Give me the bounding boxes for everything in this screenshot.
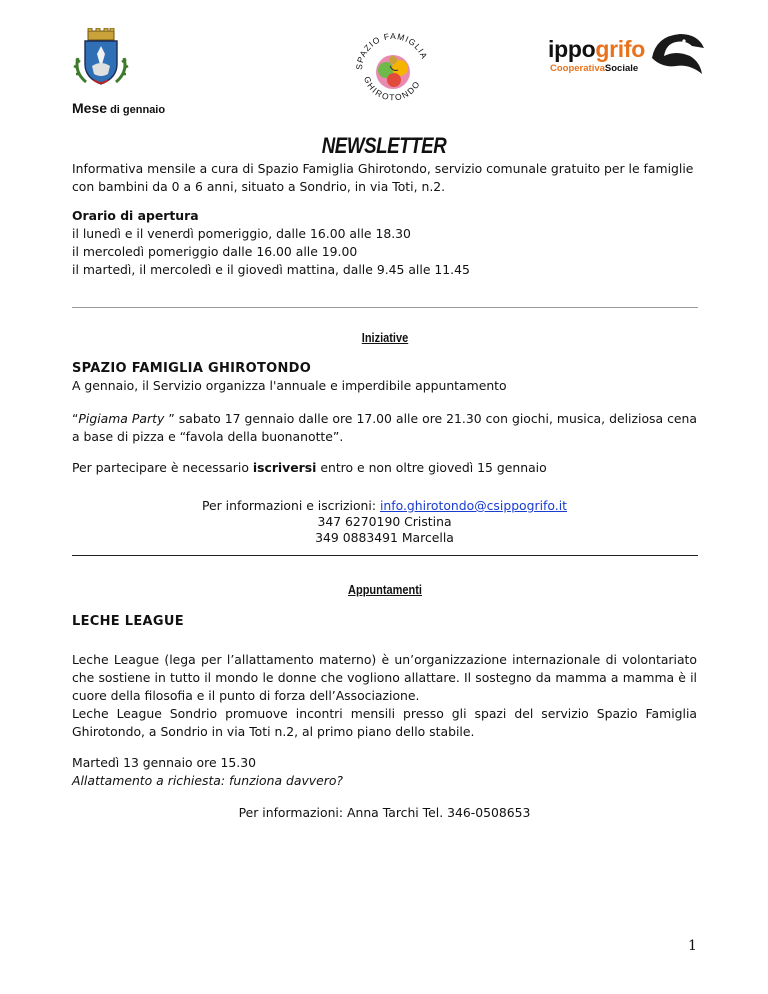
ippogrifo-word-b: grifo [595,36,645,62]
ippogrifo-sub-a: Cooperativa [550,63,605,74]
iniziative-paragraph: A gennaio, il Servizio organizza l'annuale e imperdibile appuntamento [72,378,507,393]
meeting-topic: Allattamento a richiesta: funziona davvero? [72,773,343,788]
intro-text: Informativa mensile a cura di Spazio Famiglia Ghirotondo, servizio comunale gratuito per le famiglie con bambini da 0 a 6 anni, situato a Sondrio, in via Toti, n.2. [72,161,694,194]
event-paragraph [72,410,697,446]
subheading-leche-league: LECHE LEAGUE [72,614,184,629]
page-number: 1 [688,938,697,954]
month-label [72,100,165,116]
event-open-quote: “ [72,411,79,426]
leche-paragraph: Leche League (lega per l’allattamento materno) è un’organizzazione internazionale di volontariato che sostiene in tutto il mondo le donne che vogliono allattare. Il sostegno da mamma a mamma è il cuore della filosofia e il punto di forza dell’Associazione. [72,652,697,703]
ippogrifo-wordmark [548,36,645,63]
page-title: NEWSLETTER [321,133,447,158]
griffin-head-icon [646,28,706,78]
spazio-bottom-text: GHIROTONDO [361,74,423,103]
phone-line: 347 6270190 Cristina [317,514,452,529]
month-suffix: di gennaio [107,104,166,116]
contact-line: Per informazioni: Anna Tarchi Tel. 346-0508653 [238,805,531,820]
hours-line: il martedì, il mercoledì e il giovedì mattina, dalle 9.45 alle 11.45 [72,262,470,277]
section-title-iniziative: Iniziative [361,331,409,345]
spazio-arc-text: SPAZIO FAMIGLIA [353,30,430,71]
hours-line: il mercoledì pomeriggio dalle 16.00 alle 19.00 [72,244,358,259]
email-link[interactable]: info.ghirotondo@csippogrifo.it [379,498,568,513]
meeting-date: Martedì 13 gennaio ore 15.30 [72,755,256,770]
signup-post: entro e non oltre giovedì 15 gennaio [316,460,547,475]
leche-paragraph: Leche League Sondrio promuove incontri mensili presso gli spazi del servizio Spazio Famiglia Ghirotondo, a Sondrio in via Toti n.2, al primo piano dello stabile. [72,706,697,739]
ippogrifo-word-a: ippo [548,36,596,62]
divider [72,307,698,308]
signup-paragraph [72,459,697,477]
logo-bar [0,28,768,103]
municipal-crest-icon [72,28,130,90]
section-title-appuntamenti: Appuntamenti [348,583,422,597]
ippogrifo-sub-b: Sociale [604,63,639,74]
event-name: Pigiama Party [78,411,169,426]
subheading-spazio-famiglia: SPAZIO FAMIGLIA GHIROTONDO [72,361,312,376]
signup-emphasis: iscriversi [252,460,317,475]
info-label: Per informazioni e iscrizioni: [201,498,380,513]
month-prefix: Mese [72,100,108,116]
signup-pre: Per partecipare è necessario [72,460,253,475]
hours-line: il lunedì e il venerdì pomeriggio, dalle 16.00 alle 18.30 [72,226,411,241]
spazio-famiglia-logo [350,26,436,110]
ippogrifo-subtitle [550,63,638,74]
phone-line: 349 0883491 Marcella [315,530,454,545]
hours-heading: Orario di apertura [72,208,199,223]
event-details: ” sabato 17 gennaio dalle ore 17.00 alle ore 21.30 con giochi, musica, deliziosa cena a base di pizza e “favola della buonanotte”. [72,411,697,444]
divider [72,555,698,556]
ippogrifo-logo [548,28,708,84]
